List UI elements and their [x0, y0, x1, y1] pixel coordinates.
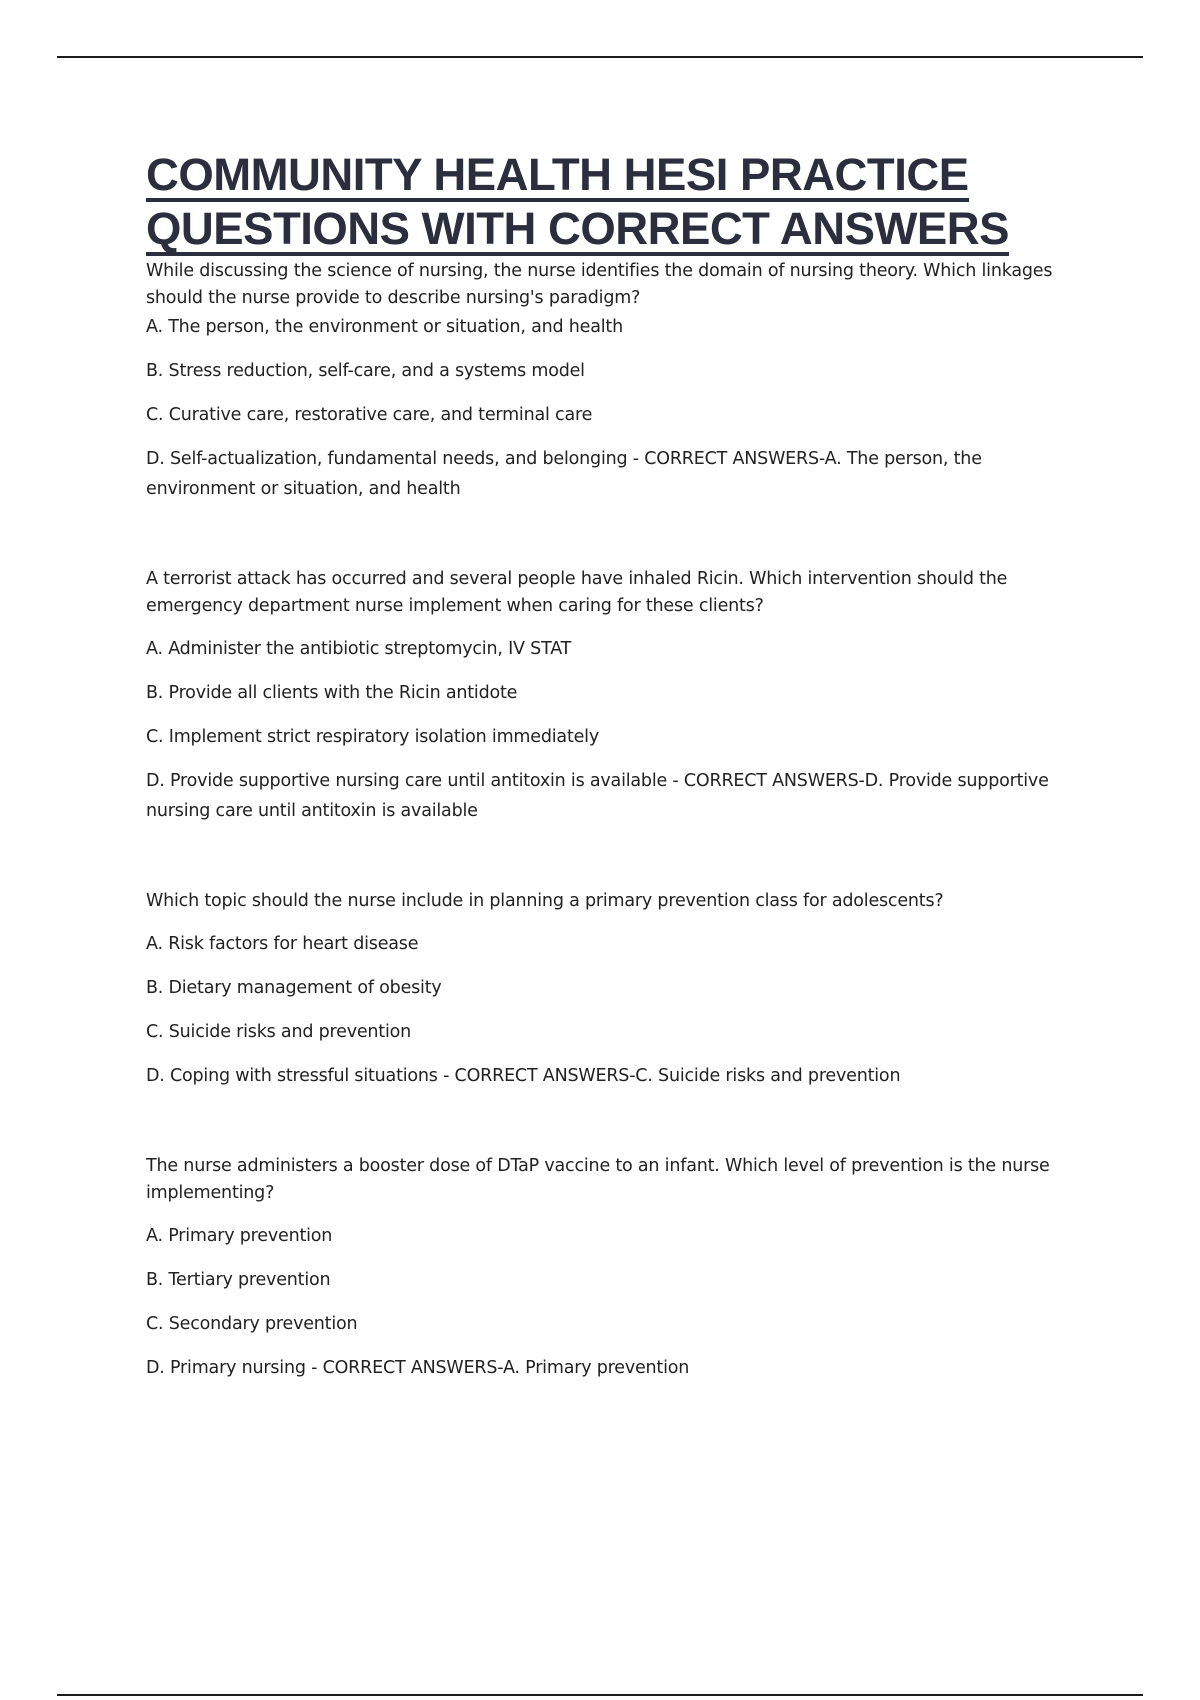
question-block-4 [146, 1153, 1096, 1383]
question-block-2 [146, 566, 1096, 826]
question-text: The nurse administers a booster dose of DTaP vaccine to an infant. Which level of prevention is the nurse implementing? [146, 1156, 1050, 1203]
option-b: B. Stress reduction, self-care, and a systems model [146, 361, 585, 381]
option-a: A. Risk factors for heart disease [146, 934, 419, 954]
title-line-2: QUESTIONS WITH CORRECT ANSWERS [146, 203, 1009, 254]
option-a: A. The person, the environment or situation, and health [146, 317, 623, 337]
document-title [146, 148, 1096, 256]
option-c: C. Secondary prevention [146, 1314, 358, 1334]
question-text: While discussing the science of nursing, the nurse identifies the domain of nursing theory. Which linkages should the nurse provide to describe nursing's paradigm? [146, 261, 1053, 308]
question-block-1 [146, 258, 1096, 504]
option-a: A. Primary prevention [146, 1226, 333, 1246]
option-c: C. Suicide risks and prevention [146, 1022, 412, 1042]
title-line-1: COMMUNITY HEALTH HESI PRACTICE [146, 149, 969, 200]
option-b: B. Tertiary prevention [146, 1270, 331, 1290]
option-b: B. Provide all clients with the Ricin antidote [146, 683, 518, 703]
option-c: C. Curative care, restorative care, and terminal care [146, 405, 593, 425]
option-d-with-answer: D. Primary nursing - CORRECT ANSWERS-A. Primary prevention [146, 1358, 690, 1378]
question-text: A terrorist attack has occurred and several people have inhaled Ricin. Which intervention should the emergency department nurse implement when caring for these clients? [146, 569, 1008, 616]
option-b: B. Dietary management of obesity [146, 978, 442, 998]
option-c: C. Implement strict respiratory isolation immediately [146, 727, 599, 747]
option-d-with-answer: D. Coping with stressful situations - CORRECT ANSWERS-C. Suicide risks and prevention [146, 1066, 901, 1086]
option-d-with-answer: D. Provide supportive nursing care until antitoxin is available - CORRECT ANSWERS-D. Provide supportive nursing care until antitoxin is available [146, 771, 1049, 821]
question-text: Which topic should the nurse include in planning a primary prevention class for adolescents? [146, 891, 944, 911]
bottom-rule [57, 1694, 1143, 1696]
option-d-with-answer: D. Self-actualization, fundamental needs, and belonging - CORRECT ANSWERS-A. The person, the environment or situation, and health [146, 449, 982, 499]
option-a: A. Administer the antibiotic streptomycin, IV STAT [146, 639, 572, 659]
question-block-3 [146, 888, 1096, 1091]
top-rule [57, 56, 1143, 58]
document-body [146, 148, 1096, 1383]
